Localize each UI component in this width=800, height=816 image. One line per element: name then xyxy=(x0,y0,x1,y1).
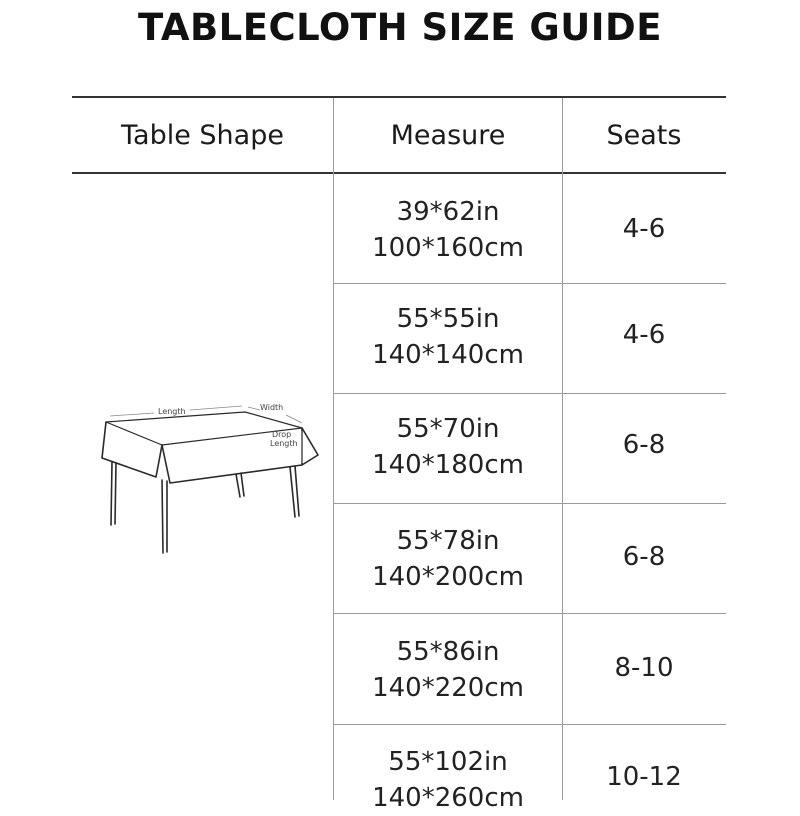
table-row-5-measure xyxy=(334,634,562,706)
row-separator xyxy=(334,503,726,504)
drop-label: Drop xyxy=(272,430,292,439)
row-separator xyxy=(334,283,726,284)
measure-inches: 55*78in xyxy=(396,526,500,556)
measure-cm: 140*180cm xyxy=(372,450,524,480)
measure-cm: 140*220cm xyxy=(372,673,524,703)
table-row-2-measure xyxy=(334,301,562,373)
table-row-6-measure xyxy=(334,744,562,816)
measure-cm: 140*200cm xyxy=(372,562,524,592)
row-separator xyxy=(334,724,726,725)
table-row-6-seats: 10-12 xyxy=(606,762,682,792)
header-table-shape: Table Shape xyxy=(121,120,284,151)
table-row-4-measure xyxy=(334,523,562,595)
measure-inches: 55*102in xyxy=(388,747,508,777)
header-seats: Seats xyxy=(606,120,682,151)
table-row-1-measure xyxy=(334,194,562,266)
width-label: Width xyxy=(260,403,284,412)
length-label: Length xyxy=(158,407,186,416)
table-row-3-measure xyxy=(334,411,562,483)
table-top-rule xyxy=(72,96,726,98)
measure-inches: 55*70in xyxy=(396,414,500,444)
table-row-3-seats: 6-8 xyxy=(622,430,666,460)
table-row-2-seats: 4-6 xyxy=(622,320,666,350)
drop-length-label: Length xyxy=(270,439,298,448)
measure-inches: 55*86in xyxy=(396,637,500,667)
measure-cm: 100*160cm xyxy=(372,233,524,263)
measure-inches: 39*62in xyxy=(396,197,500,227)
row-separator xyxy=(334,393,726,394)
header-bottom-rule xyxy=(72,172,726,174)
rectangular-table-illustration xyxy=(90,385,330,560)
measure-cm: 140*140cm xyxy=(372,340,524,370)
measure-inches: 55*55in xyxy=(396,304,500,334)
header-measure: Measure xyxy=(390,120,506,151)
table-row-4-seats: 6-8 xyxy=(622,542,666,572)
table-row-1-seats: 4-6 xyxy=(622,214,666,244)
measure-cm: 140*260cm xyxy=(372,783,524,813)
table-row-5-seats: 8-10 xyxy=(614,653,674,683)
row-separator xyxy=(334,613,726,614)
page-title: TABLECLOTH SIZE GUIDE xyxy=(137,6,663,49)
